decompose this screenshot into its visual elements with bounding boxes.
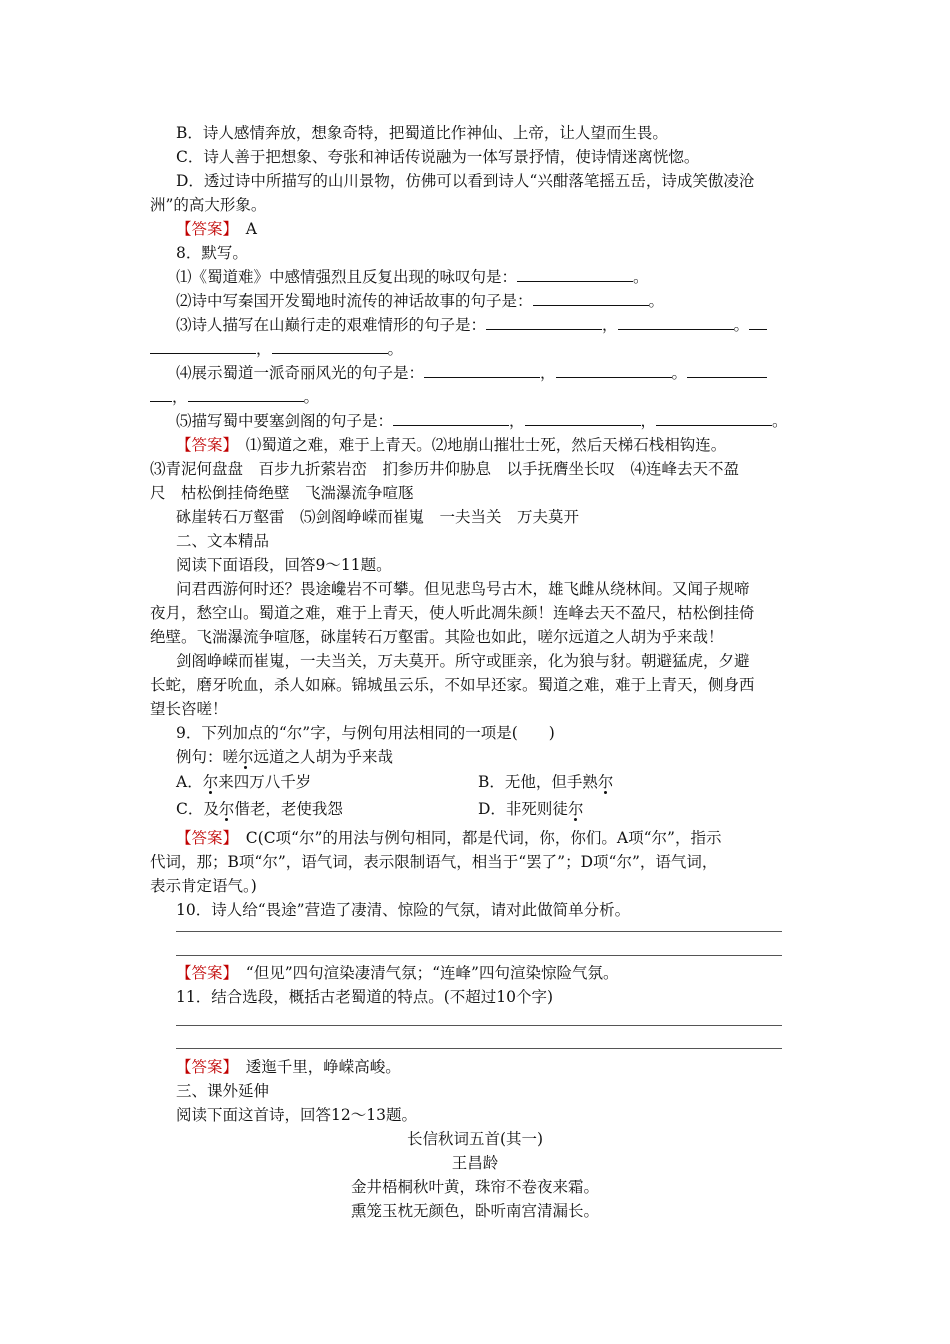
fill-blank[interactable] [687, 363, 767, 378]
q9-answer-line1: 【答案】 C(C项“尔”的用法与例句相同，都是代词，你，你们。A项“尔”，指示 [176, 829, 722, 847]
q8-answer-line4: 砯崖转石万壑雷 ⑸剑阁峥嵘而崔嵬 一夫当关 万夫莫开 [176, 508, 580, 526]
passage-para1-line1: 问君西游何时还？畏途巉岩不可攀。但见悲鸟号古木，雄飞雌从绕林间。又闻子规啼 [176, 580, 750, 598]
q7-answer [176, 217, 257, 241]
q8-part3-cont: ， 。 [150, 337, 403, 361]
answer-tag: 【答案】 [176, 964, 231, 982]
q9-stem: 9．下列加点的“尔”字，与例句用法相同的一项是( ) [176, 724, 555, 742]
poem-line2: 熏笼玉枕无颜色，卧听南宫清漏长。 [350, 1202, 599, 1220]
emphasis-dot-char: 尔 [597, 773, 614, 791]
q9-answer-line3: 表示肯定语气。) [150, 877, 257, 895]
q7-option-b: B．诗人感情奔放，想象奇特，把蜀道比作神仙、上帝，让人望而生畏。 [176, 124, 668, 142]
q8-part4: ⑷展示蜀道一派奇丽风光的句子是： ， 。 [176, 361, 767, 385]
fill-blank[interactable] [188, 387, 304, 402]
poem-line1: 金井梧桐秋叶黄，珠帘不卷夜来霜。 [350, 1178, 599, 1196]
answer-line[interactable] [176, 955, 782, 956]
fill-blank[interactable] [533, 291, 649, 306]
q7-option-d-line2: 洲”的高大形象。 [150, 196, 267, 214]
q8-answer-line3: 尺 枯松倒挂倚绝壁 飞湍瀑流争喧豗 [150, 484, 414, 502]
emphasis-dot-char: 尔 [567, 800, 584, 818]
answer-line[interactable] [176, 1048, 782, 1049]
fill-blank[interactable] [424, 363, 540, 378]
q9-option-d: D．非死则徒尔 [478, 800, 584, 818]
section2-intro: 阅读下面语段，回答9～11题。 [176, 556, 392, 574]
emphasis-dot-char: 尔 [238, 748, 254, 766]
q8-part4-cont: ， 。 [150, 385, 319, 409]
fill-blank[interactable] [272, 339, 388, 354]
q9-option-b: B．无他，但手熟尔 [478, 773, 614, 791]
q8-part2: ⑵诗中写秦国开发蜀地时流传的神话故事的句子是： 。 [176, 292, 665, 310]
fill-blank[interactable] [150, 387, 172, 402]
fill-blank[interactable] [150, 339, 256, 354]
fill-blank[interactable] [618, 315, 734, 330]
q8-part1: ⑴《蜀道难》中感情强烈且反复出现的咏叹句是： 。 [176, 268, 649, 286]
q9-option-c: C．及尔偕老，老使我怨 [176, 800, 343, 818]
fill-blank[interactable] [749, 315, 767, 330]
q10-answer: 【答案】 “但见”四句渲染凄清气氛；“连峰”四句渲染惊险气氛。 [176, 964, 619, 982]
q8-part5: ⑸描写蜀中要塞剑阁的句子是： ， ， 。 [176, 412, 788, 430]
fill-blank[interactable] [525, 411, 641, 426]
section3-intro: 阅读下面这首诗，回答12～13题。 [176, 1106, 417, 1124]
fill-blank[interactable] [556, 363, 672, 378]
passage-para2-line3: 望长咨嗟！ [150, 700, 228, 718]
q9-example: 例句：嗟尔远道之人胡为乎来哉 [176, 748, 394, 766]
poem-author: 王昌龄 [451, 1154, 499, 1172]
fill-blank[interactable] [393, 411, 509, 426]
fill-blank[interactable] [656, 411, 772, 426]
q11-answer: 【答案】 逶迤千里，峥嵘高峻。 [176, 1058, 401, 1076]
q8-answer-line2: ⑶青泥何盘盘 百步九折萦岩峦 扪参历井仰胁息 以手抚膺坐长叹 ⑷连峰去天不盈 [150, 460, 740, 478]
fill-blank[interactable] [486, 315, 602, 330]
answer-tag: 【答案】 [176, 436, 231, 454]
q8-title: 8．默写。 [176, 244, 248, 262]
q8-part3: ⑶诗人描写在山巅行走的艰难情形的句子是： ， 。 [176, 313, 767, 337]
q9-option-a: A．尔来四万八千岁 [176, 773, 312, 791]
q7-option-d-line1: D．透过诗中所描写的山川景物，仿佛可以看到诗人“兴酣落笔摇五岳，诗成笑傲凌沧 [176, 172, 755, 190]
answer-tag: 【答案】 [176, 1058, 231, 1076]
q7-option-c: C．诗人善于把想象、夸张和神话传说融为一体写景抒情，使诗情迷离恍惚。 [176, 148, 700, 166]
emphasis-dot-char: 尔 [218, 800, 235, 818]
fill-blank[interactable] [517, 267, 633, 282]
section2-title: 二、文本精品 [176, 532, 270, 550]
emphasis-dot-char: 尔 [202, 773, 219, 791]
answer-tag: 【答案】 [176, 829, 231, 847]
section3-title: 三、课外延伸 [176, 1082, 270, 1100]
poem-title: 长信秋词五首(其一) [406, 1130, 544, 1148]
q11-stem: 11．结合选段，概括古老蜀道的特点。(不超过10个字) [176, 988, 554, 1006]
answer-line[interactable] [176, 931, 782, 932]
q8-answer-line1: 【答案】 ⑴蜀道之难，难于上青天。⑵地崩山摧壮士死，然后天梯石栈相钩连。 [176, 436, 727, 454]
passage-para2-line2: 长蛇，磨牙吮血，杀人如麻。锦城虽云乐，不如早还家。蜀道之难，难于上青天，侧身西 [150, 676, 755, 694]
answer-line[interactable] [176, 1025, 782, 1026]
answer-text: A [245, 220, 257, 238]
passage-para1-line2: 夜月，愁空山。蜀道之难，难于上青天，使人听此凋朱颜！连峰去天不盈尺，枯松倒挂倚 [150, 604, 755, 622]
q9-answer-line2: 代词，那；B项“尔”，语气词，表示限制语气，相当于“罢了”；D项“尔”，语气词， [150, 853, 718, 871]
passage-para2-line1: 剑阁峥嵘而崔嵬，一夫当关，万夫莫开。所守或匪亲，化为狼与豺。朝避猛虎，夕避 [176, 652, 750, 670]
passage-para1-line3: 绝壁。飞湍瀑流争喧豗，砯崖转石万壑雷。其险也如此，嗟尔远道之人胡为乎来哉！ [150, 628, 724, 646]
q10-stem: 10．诗人给“畏途”营造了凄清、惊险的气氛，请对此做简单分析。 [176, 901, 631, 919]
answer-tag: 【答案】 [176, 220, 231, 238]
